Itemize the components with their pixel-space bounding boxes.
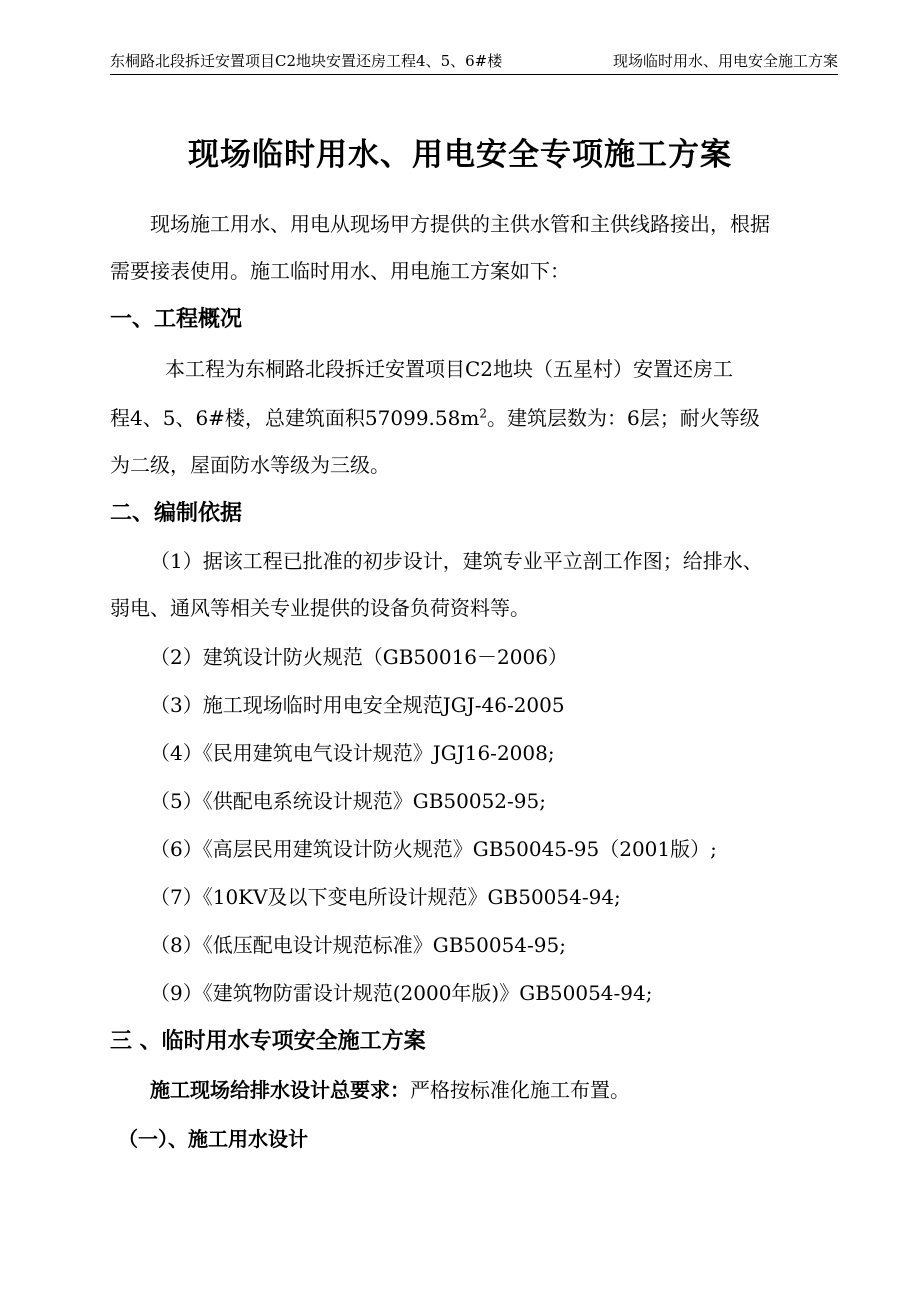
section-1-line-2 (110, 403, 760, 433)
page-header (110, 48, 838, 75)
basis-item-1-line-2: 弱电、通风等相关专业提供的设备负荷资料等。 (110, 596, 530, 620)
subsection-1-heading: （一）、施工用水设计 (118, 1127, 308, 1151)
area-unit-superscript: 2 (479, 406, 487, 421)
section-1-line-2-text: 程4、5、6#楼，总建筑面积57099.58m (110, 406, 480, 430)
basis-item: （2）建筑设计防火规范（GB50016－2006） (150, 645, 568, 669)
basis-item: （4）《民用建筑电气设计规范》JGJ16-2008; (150, 741, 555, 765)
header-project-name: 东桐路北段拆迁安置项目C2地块安置还房工程4、5、6#楼 (110, 52, 503, 70)
intro-line-1: 现场施工用水、用电从现场甲方提供的主供水管和主供线路接出，根据 (150, 212, 770, 236)
section-1-line-1: 本工程为东桐路北段拆迁安置项目C2地块（五星村）安置还房工 (165, 357, 734, 381)
section-1-heading: 一、工程概况 (110, 307, 243, 332)
section-3-heading: 三 、临时用水专项安全施工方案 (110, 1029, 426, 1054)
basis-item: （7）《10KV及以下变电所设计规范》GB50054-94; (150, 885, 621, 909)
section-1-line-2-rest: 。建筑层数为：6层；耐火等级 (486, 406, 760, 430)
page-title: 现场临时用水、用电安全专项施工方案 (188, 137, 732, 173)
basis-item: （9）《建筑物防雷设计规范(2000年版)》GB50054-94; (150, 981, 653, 1005)
basis-item: （3）施工现场临时用电安全规范JGJ-46-2005 (150, 693, 565, 717)
basis-item: （5）《供配电系统设计规范》GB50052-95; (150, 789, 546, 813)
drainage-requirement (150, 1075, 630, 1105)
basis-item: （6）《高层民用建筑设计防火规范》GB50045-95（2001版）; (150, 837, 717, 861)
intro-line-2: 需要接表使用。施工临时用水、用电施工方案如下： (110, 259, 570, 283)
section-1-line-3: 为二级，屋面防水等级为三级。 (110, 453, 390, 477)
drainage-requirement-text: 严格按标准化施工布置。 (410, 1078, 630, 1102)
basis-item: （8）《低压配电设计规范标准》GB50054-95; (150, 933, 566, 957)
basis-item-1-line-1: （1）据该工程已批准的初步设计，建筑专业平立剖工作图；给排水、 (150, 549, 763, 573)
drainage-requirement-label: 施工现场给排水设计总要求： (150, 1078, 410, 1102)
header-doc-title: 现场临时用水、用电安全施工方案 (612, 52, 838, 70)
section-2-heading: 二、编制依据 (110, 501, 243, 526)
